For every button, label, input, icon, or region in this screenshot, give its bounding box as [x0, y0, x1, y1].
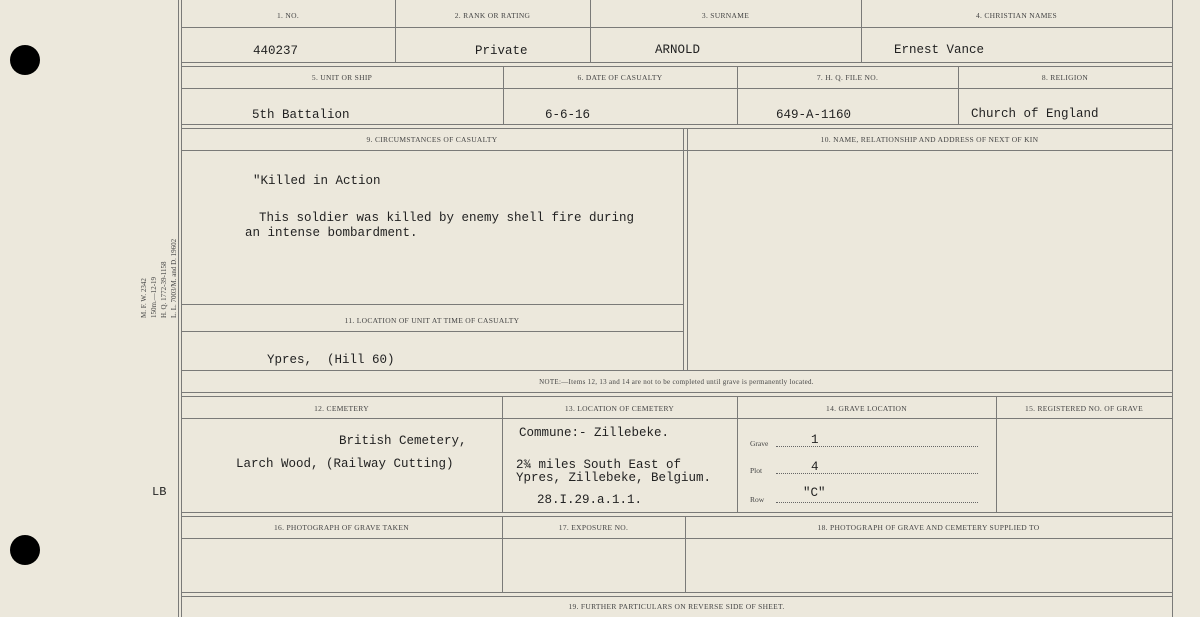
rule: [181, 392, 1172, 393]
value-surname: ARNOLD: [655, 43, 701, 57]
rule: [996, 396, 997, 512]
header-next-of-kin: 10. NAME, RELATIONSHIP AND ADDRESS OF NEXT OF KIN: [820, 135, 1039, 144]
value-grave: 1: [811, 433, 819, 447]
rule: [181, 331, 683, 332]
side-text-4: L. L. 7003/M. and D. 19602: [170, 238, 178, 318]
left-border: [178, 0, 179, 617]
rule: [181, 27, 1172, 28]
header-no: 1. NO.: [276, 11, 299, 20]
header-grave-location: 14. GRAVE LOCATION: [826, 404, 907, 413]
rule: [181, 596, 1172, 597]
rule: [502, 396, 503, 512]
header-registered-no: 15. REGISTERED NO. OF GRAVE: [1025, 404, 1143, 413]
value-rank: Private: [475, 44, 528, 58]
value-location-cemetery-2: 2¾ miles South East of: [516, 458, 682, 472]
plot-label: Plot: [750, 466, 763, 475]
value-file: 649-A-1160: [776, 108, 852, 122]
rule: [181, 512, 1172, 513]
header-circumstances: 9. CIRCUMSTANCES OF CASUALTY: [366, 135, 498, 144]
header-location-cemetery: 13. LOCATION OF CEMETERY: [564, 404, 675, 413]
value-location-cemetery-4: 28.I.29.a.1.1.: [537, 493, 643, 507]
grave-dotline: [776, 446, 978, 447]
value-no: 440237: [253, 44, 299, 58]
rule: [181, 128, 1172, 129]
rule: [181, 62, 1172, 63]
footer-further-particulars: 19. FURTHER PARTICULARS ON REVERSE SIDE OF SHEET.: [568, 602, 785, 611]
rule: [861, 0, 862, 62]
value-unit: 5th Battalion: [252, 108, 350, 122]
side-text-1: M. F. W. 2342: [140, 278, 148, 318]
rule: [590, 0, 591, 62]
header-unit: 5. UNIT OR SHIP: [311, 73, 373, 82]
rule: [181, 150, 1172, 151]
rule: [181, 370, 1172, 371]
rule: [181, 396, 1172, 397]
header-surname: 3. SURNAME: [701, 11, 750, 20]
punch-hole-bottom: [10, 535, 40, 565]
value-circumstances-3: an intense bombardment.: [245, 226, 418, 240]
note-text: NOTE:—Items 12, 13 and 14 are not to be completed until grave is permanently located.: [539, 378, 814, 386]
row-dotline: [776, 502, 978, 503]
header-file: 7. H. Q. FILE NO.: [816, 73, 879, 82]
rule: [181, 66, 1172, 67]
value-location-unit: Ypres, (Hill 60): [267, 353, 395, 367]
side-text-2: 150m.—12-19: [150, 276, 158, 318]
value-christian-names: Ernest Vance: [894, 43, 985, 57]
value-date: 6-6-16: [545, 108, 591, 122]
value-religion: Church of England: [971, 107, 1099, 121]
header-photo-taken: 16. PHOTOGRAPH OF GRAVE TAKEN: [274, 523, 409, 532]
header-exposure: 17. EXPOSURE NO.: [558, 523, 629, 532]
value-location-cemetery-3: Ypres, Zillebeke, Belgium.: [516, 471, 712, 485]
header-location-unit: 11. LOCATION OF UNIT AT TIME OF CASUALTY: [344, 316, 520, 325]
value-cemetery-1: British Cemetery,: [339, 434, 467, 448]
value-row: "C": [803, 486, 826, 500]
rule: [181, 88, 1172, 89]
rule: [683, 128, 684, 370]
header-date: 6. DATE OF CASUALTY: [577, 73, 663, 82]
rule: [181, 418, 1172, 419]
rule: [181, 538, 1172, 539]
header-cemetery: 12. CEMETERY: [314, 404, 369, 413]
rule: [737, 396, 738, 512]
rule: [181, 592, 1172, 593]
lb-mark: LB: [152, 485, 167, 499]
header-christian-names: 4. CHRISTIAN NAMES: [975, 11, 1058, 20]
value-circumstances-1: "Killed in Action: [253, 174, 381, 188]
rule: [181, 304, 683, 305]
rule: [181, 124, 1172, 125]
punch-hole-top: [10, 45, 40, 75]
header-rank: 2. RANK OR RATING: [454, 11, 531, 20]
header-photo-supplied: 18. PHOTOGRAPH OF GRAVE AND CEMETERY SUPPLIED TO: [817, 523, 1040, 532]
grave-label: Grave: [750, 439, 769, 448]
value-plot: 4: [811, 460, 819, 474]
rule: [395, 0, 396, 62]
row-label: Row: [750, 495, 765, 504]
rule: [181, 516, 1172, 517]
value-cemetery-2: Larch Wood, (Railway Cutting): [236, 457, 454, 471]
header-religion: 8. RELIGION: [1041, 73, 1089, 82]
value-location-cemetery-1: Commune:- Zillebeke.: [519, 426, 670, 440]
rule: [687, 128, 688, 370]
value-circumstances-2: This soldier was killed by enemy shell fire during: [259, 211, 635, 225]
side-text-3: H. Q. 1772-39-1158: [160, 261, 168, 318]
right-border: [1172, 0, 1173, 617]
plot-dotline: [776, 473, 978, 474]
